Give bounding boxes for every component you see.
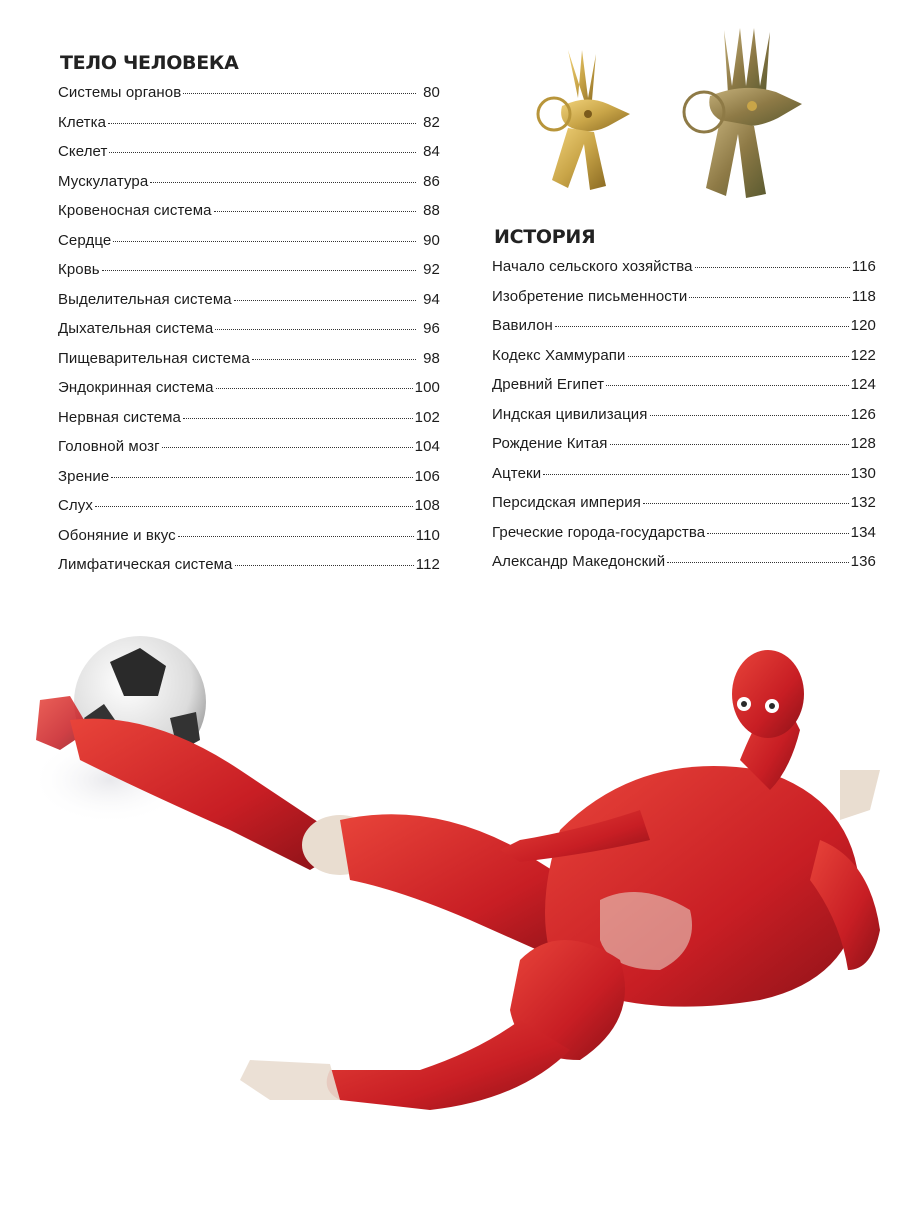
toc-entry-page: 120: [850, 317, 876, 334]
dot-leader: [150, 181, 416, 183]
toc-entry-page: 136: [850, 553, 876, 570]
dot-leader: [643, 502, 849, 504]
toc-entry-page: 98: [423, 349, 440, 367]
toc-entry-page: 92: [423, 261, 440, 278]
dot-leader: [252, 358, 416, 360]
dot-leader: [183, 417, 413, 419]
toc-entry: [58, 84, 440, 114]
dot-leader: [235, 564, 414, 566]
toc-entry: [58, 468, 440, 498]
toc-history-section: [492, 226, 876, 583]
toc-entry-label: Эндокринная система: [58, 379, 214, 396]
toc-entry-label: Слух: [58, 497, 93, 514]
toc-entry: [58, 409, 440, 439]
toc-entry-label: Кровь: [58, 261, 100, 278]
toc-entry: [58, 202, 440, 232]
dot-leader: [234, 299, 416, 301]
toc-entry-page: 82: [423, 113, 440, 131]
toc-entry: [492, 553, 876, 583]
dot-leader: [102, 269, 416, 271]
toc-list-human-body: [58, 84, 440, 586]
dot-leader: [667, 561, 848, 563]
toc-entry: [492, 317, 876, 347]
toc-entry: [492, 376, 876, 406]
toc-entry-page: 110: [415, 526, 440, 544]
toc-entry: [58, 143, 440, 173]
toc-entry-page: 88: [423, 202, 440, 219]
toc-entry-page: 80: [423, 84, 440, 101]
toc-entry-label: Клетка: [58, 113, 107, 131]
toc-entry: [58, 350, 440, 380]
toc-entry-page: 102: [414, 408, 440, 426]
dot-leader: [109, 151, 416, 153]
toc-entry-label: Выделительная система: [58, 290, 232, 308]
toc-entry-label: Обоняние и вкус: [58, 526, 176, 544]
toc-entry-page: 84: [423, 143, 440, 160]
toc-entry-page: 112: [415, 556, 440, 573]
toc-entry-label: Зрение: [58, 467, 110, 485]
dot-leader: [695, 266, 850, 268]
toc-entry-page: 124: [850, 376, 876, 393]
toc-entry-page: 130: [850, 464, 876, 482]
toc-entry: [492, 288, 876, 318]
toc-list-history: [492, 258, 876, 583]
toc-entry: [58, 379, 440, 409]
toc-entry-label: Древний Египет: [492, 376, 605, 393]
muscle-figure-illustration: [0, 600, 922, 1200]
toc-entry-page: 90: [423, 231, 440, 249]
toc-entry-label: Кровеносная система: [58, 202, 212, 219]
dot-leader: [111, 476, 412, 478]
dot-leader: [628, 355, 849, 357]
toc-human-body-section: [58, 52, 440, 586]
toc-entry-label: Мускулатура: [58, 172, 149, 190]
dot-leader: [95, 505, 413, 507]
toc-entry: [58, 438, 440, 468]
dot-leader: [216, 387, 413, 389]
toc-entry: [58, 497, 440, 527]
toc-entry-page: 106: [414, 467, 440, 485]
toc-entry: [492, 435, 876, 465]
toc-entry-label: Системы органов: [58, 84, 182, 101]
dot-leader: [606, 384, 849, 386]
dot-leader: [707, 532, 848, 534]
dot-leader: [555, 325, 849, 327]
toc-entry: [58, 173, 440, 203]
dot-leader: [214, 210, 416, 212]
toc-entry-page: 100: [414, 379, 440, 396]
dot-leader: [543, 473, 848, 475]
dot-leader: [689, 296, 849, 298]
dot-leader: [215, 328, 416, 330]
toc-entry-label: Индская цивилизация: [492, 405, 648, 423]
toc-entry-page: 128: [850, 435, 876, 452]
toc-entry-label: Вавилон: [492, 317, 553, 334]
toc-entry-label: Александр Македонский: [492, 553, 666, 570]
toc-entry-label: Персидская империя: [492, 494, 641, 511]
toc-entry-page: 134: [850, 523, 876, 541]
toc-entry-label: Изобретение письменности: [492, 287, 688, 305]
toc-entry: [492, 524, 876, 554]
gold-ornament-icon: [528, 40, 640, 205]
toc-entry-label: Нервная система: [58, 408, 181, 426]
toc-entry-page: 96: [423, 320, 440, 337]
toc-entry-page: 126: [850, 405, 876, 423]
toc-entry: [492, 406, 876, 436]
bronze-ornament-icon: [680, 22, 810, 207]
toc-entry-page: 122: [850, 346, 876, 364]
toc-entry-page: 116: [851, 258, 876, 275]
toc-entry-label: Кодекс Хаммурапи: [492, 346, 626, 364]
dot-leader: [183, 92, 416, 94]
toc-entry: [492, 347, 876, 377]
section-title-history: ИСТОРИЯ: [494, 226, 596, 248]
dot-leader: [108, 122, 416, 124]
toc-entry-label: Начало сельского хозяйства: [492, 258, 693, 275]
toc-entry-page: 86: [423, 172, 440, 190]
toc-entry: [58, 291, 440, 321]
dot-leader: [113, 240, 416, 242]
dot-leader: [610, 443, 849, 445]
toc-entry: [58, 114, 440, 144]
toc-entry: [58, 320, 440, 350]
toc-entry: [58, 261, 440, 291]
toc-entry: [492, 258, 876, 288]
section-title-human-body: ТЕЛО ЧЕЛОВЕКА: [60, 52, 239, 74]
toc-entry-label: Рождение Китая: [492, 435, 608, 452]
toc-entry-label: Греческие города-государства: [492, 523, 706, 541]
toc-entry: [58, 527, 440, 557]
toc-entry: [492, 465, 876, 495]
dot-leader: [178, 535, 414, 537]
toc-entry: [58, 232, 440, 262]
toc-entry-page: 94: [423, 290, 440, 308]
toc-entry: [492, 494, 876, 524]
toc-entry-label: Скелет: [58, 143, 108, 160]
toc-entry: [58, 556, 440, 586]
dot-leader: [162, 446, 413, 448]
toc-entry-page: 104: [414, 438, 440, 455]
dot-leader: [650, 414, 849, 416]
toc-entry-label: Головной мозг: [58, 438, 160, 455]
toc-entry-label: Ацтеки: [492, 464, 542, 482]
toc-entry-label: Пищеварительная система: [58, 349, 250, 367]
toc-entry-page: 118: [851, 287, 876, 305]
toc-entry-label: Дыхательная система: [58, 320, 214, 337]
toc-entry-page: 132: [850, 494, 876, 511]
toc-entry-label: Сердце: [58, 231, 112, 249]
toc-entry-page: 108: [414, 497, 440, 514]
toc-entry-label: Лимфатическая система: [58, 556, 233, 573]
